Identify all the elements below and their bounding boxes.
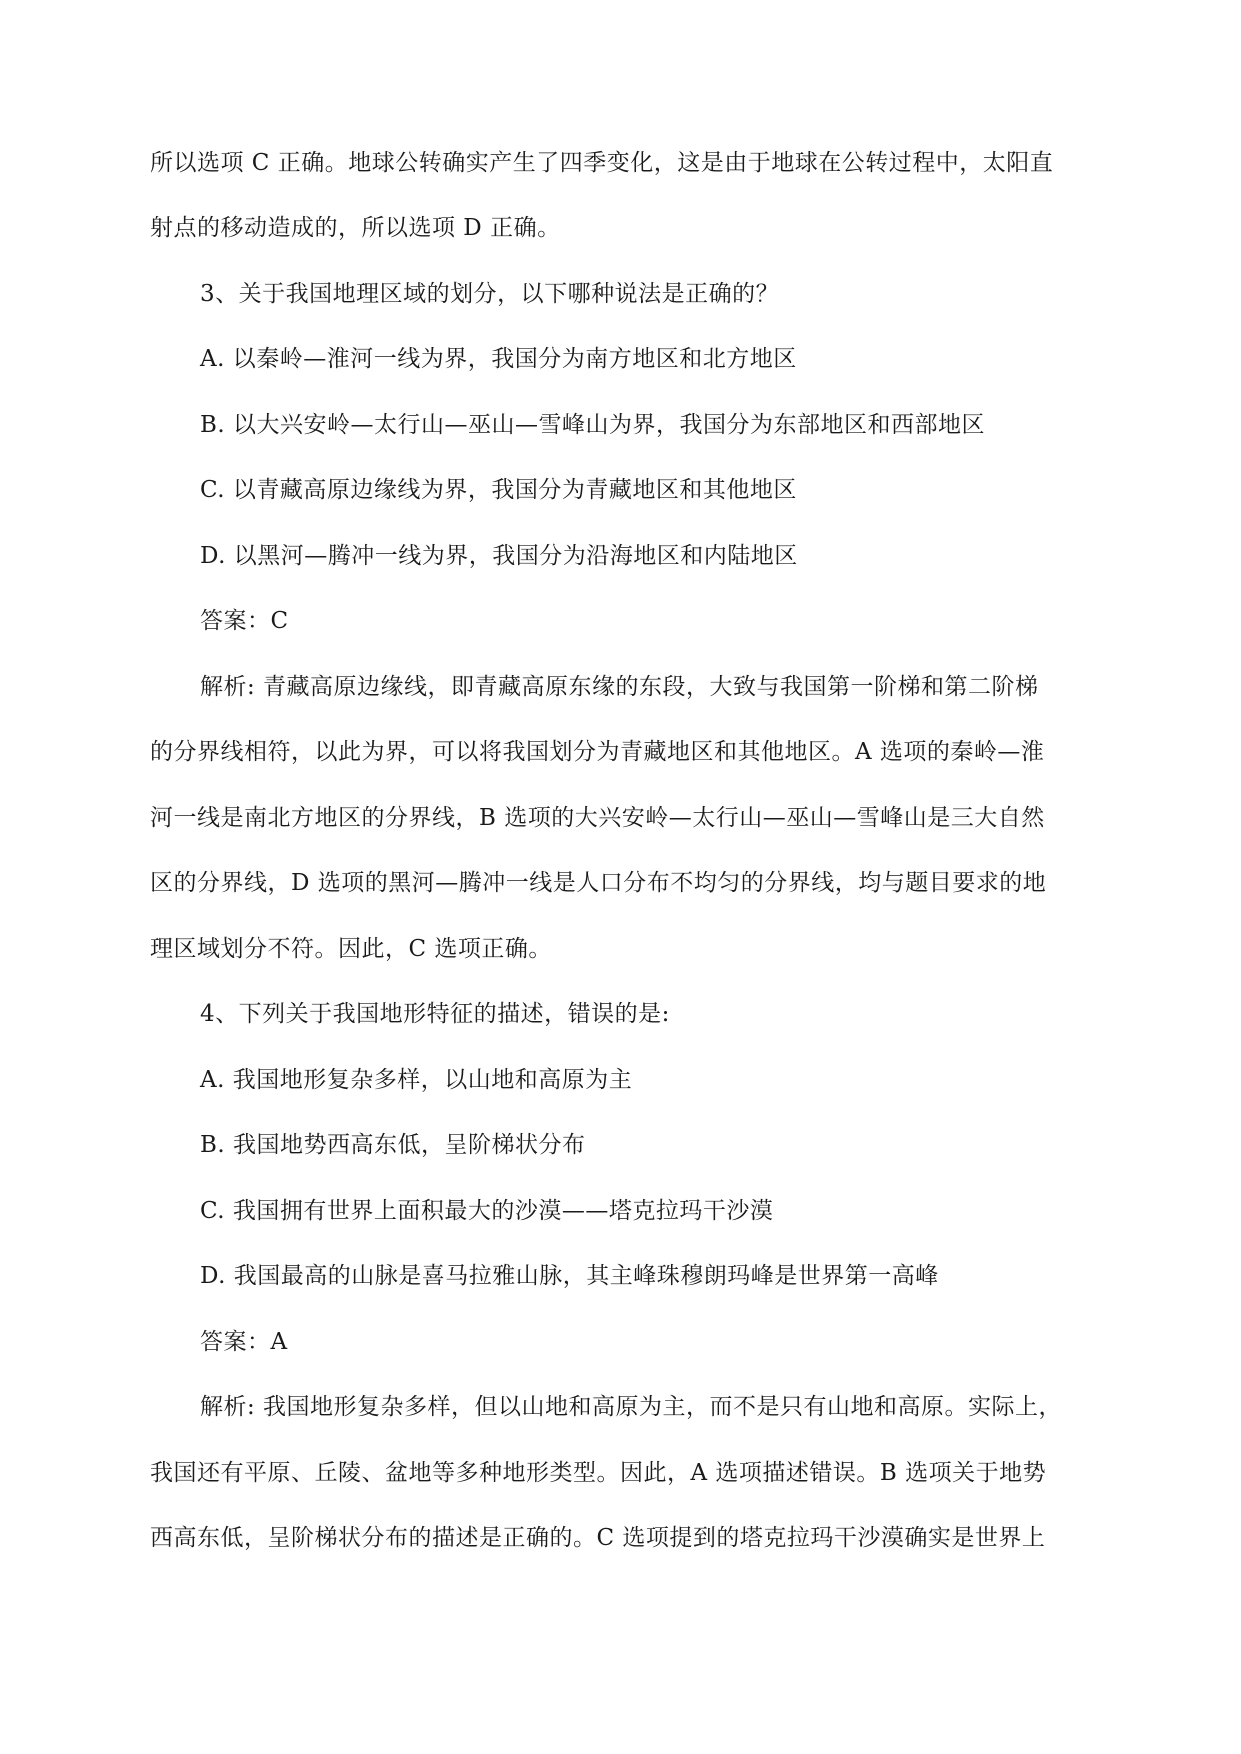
text-line: 理区域划分不符。因此，C 选项正确。 (150, 936, 552, 962)
question-4-option-b: B. 我国地势西高东低，呈阶梯状分布 (200, 1132, 586, 1158)
question-3-answer: 答案：C (200, 608, 289, 634)
question-4-analysis: 解析: 我国地形复杂多样，但以山地和高原为主，而不是只有山地和高原。实际上， (200, 1394, 1063, 1420)
question-3-option-d: D. 以黑河—腾冲一线为界，我国分为沿海地区和内陆地区 (200, 543, 798, 569)
text-line: 我国还有平原、丘陵、盆地等多种地形类型。因此，A 选项描述错误。B 选项关于地势 (150, 1460, 1047, 1486)
question-3-analysis: 解析: 青藏高原边缘线，即青藏高原东缘的东段，大致与我国第一阶梯和第二阶梯 (200, 674, 1039, 700)
question-4-stem: 4、下列关于我国地形特征的描述，错误的是: (200, 1001, 670, 1027)
question-3-option-a: A. 以秦岭—淮河一线为界，我国分为南方地区和北方地区 (200, 346, 797, 372)
text-line: 河一线是南北方地区的分界线，B 选项的大兴安岭—太行山—巫山—雪峰山是三大自然 (150, 805, 1045, 831)
text-line: 所以选项 C 正确。地球公转确实产生了四季变化，这是由于地球在公转过程中，太阳直 (150, 150, 1054, 176)
question-4-option-a: A. 我国地形复杂多样，以山地和高原为主 (200, 1067, 633, 1093)
question-4-answer: 答案：A (200, 1329, 288, 1355)
text-line: 区的分界线，D 选项的黑河—腾冲一线是人口分布不均匀的分界线，均与题目要求的地 (150, 870, 1047, 896)
question-4-option-c: C. 我国拥有世界上面积最大的沙漠——塔克拉玛干沙漠 (200, 1198, 774, 1224)
question-4-option-d: D. 我国最高的山脉是喜马拉雅山脉，其主峰珠穆朗玛峰是世界第一高峰 (200, 1263, 939, 1289)
question-3-option-b: B. 以大兴安岭—太行山—巫山—雪峰山为界，我国分为东部地区和西部地区 (200, 412, 986, 438)
text-line: 西高东低，呈阶梯状分布的描述是正确的。C 选项提到的塔克拉玛干沙漠确实是世界上 (150, 1525, 1046, 1551)
text-line: 的分界线相符，以此为界，可以将我国划分为青藏地区和其他地区。A 选项的秦岭—淮 (150, 739, 1045, 765)
question-3-option-c: C. 以青藏高原边缘线为界，我国分为青藏地区和其他地区 (200, 477, 797, 503)
question-3-stem: 3、关于我国地理区域的划分，以下哪种说法是正确的？ (200, 281, 780, 307)
text-line: 射点的移动造成的，所以选项 D 正确。 (150, 215, 561, 241)
